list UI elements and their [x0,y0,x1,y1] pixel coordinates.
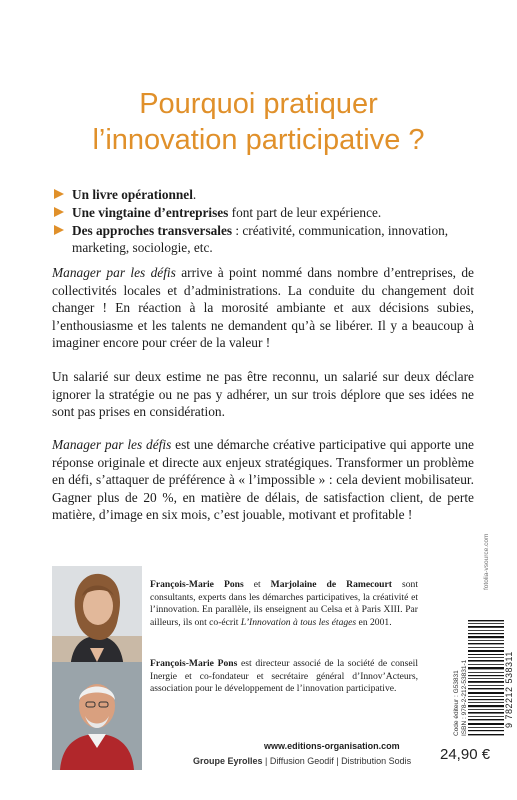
diffusion: Diffusion Geodif [269,756,334,766]
photo-credit: fotolia-vsource.com [483,533,490,590]
author-photo-2 [52,662,142,770]
distribution: Distribution Sodis [341,756,412,766]
publisher-codes [453,660,469,736]
book-reference: L’Innovation à tous les étages [240,617,357,629]
triangle-bullet-icon [54,207,64,217]
book-title-italic: Manager par les défis [52,437,172,452]
title-line-1: Pourquoi pratiquer [139,88,378,120]
isbn: ISBN : 978-2-212-53831-1 [461,659,468,736]
barcode-digits: 9 782212 538311 [504,651,514,728]
price-label: 24,90 € [440,746,491,763]
code-editeur: Code éditeur : G53831 [453,670,460,736]
bio-text-end: en 2001. [356,617,392,629]
author-name: François-Marie Pons [150,658,238,669]
publisher-group: Groupe Eyrolles [193,756,263,766]
cover-title [0,86,517,158]
bio-text: sont consultants, experts dans les démarches participatives, la créativité et l’innovation. En parallèle, ils enseignent au Celsa et à Paris XIII. Par ailleurs, ils ont co-écrit [150,579,418,629]
paragraph-text: arrive à point nommé dans nombre d’entreprises, de collectivités locales et d’administrations. La conduite du changement doit changer ! En réaction à la morosité ambiante et aux décisions subies, l’enthousiasme et les talents ne demandent qu’à se libérer. Il y a beaucoup à imaginer encore pour créer de la valeur ! [52,265,475,351]
barcode-image [468,618,504,738]
paragraph-intro [52,264,474,352]
separator: | [262,756,270,766]
bullet-bold: Une vingtaine d’entreprises [72,205,229,220]
separator: | [333,756,342,766]
bullet-item [52,186,472,203]
bio-connector: et [243,579,271,590]
bullet-text: font part de leur expérience. [228,205,382,220]
publisher-distribution [193,756,411,766]
bullet-text: : créativité, communication, innovation, marketing, sociologie, etc. [72,223,449,255]
book-title-italic: Manager par les défis [52,265,176,280]
author-name: François-Marie Pons [150,579,244,590]
triangle-bullet-icon [54,189,64,199]
author-bio-2 [150,658,418,696]
paragraph-approach [52,436,474,524]
bullet-item [52,204,472,221]
feature-bullets [52,186,472,257]
title-line-2: l’innovation participative ? [92,124,425,156]
bio-text: est directeur associé de la société de conseil Inergie et co-fondateur et secrétaire général d’Innov’Acteurs, association pour le développement de l’innovation participative. [150,658,419,695]
publisher-url: www.editions-organisation.com [264,741,400,751]
bullet-item [52,222,472,256]
author-bio-1 [150,579,418,630]
paragraph-text: est une démarche créative participative qui apporte une réponse originale et directe aux enjeux stratégiques. Transformer un problème en défi, s’attaquer de préférence à « l’impossible » : cela devient mobilisateur. Gagner plus de 20 %, en matière de délais, de satisfaction client, de perte matière, d’image en six mois, c’est jouable, motivant et profitable ! [52,437,474,523]
paragraph-stats: Un salarié sur deux estime ne pas être reconnu, un salarié sur deux déclare ignorer la stratégie ou ne pas y adhérer, un sur trois déplore que ses idées ne sont pas prises en considération. [52,369,474,420]
triangle-bullet-icon [54,225,64,235]
bullet-text: . [192,187,197,202]
author-name: Marjolaine de Ramecourt [270,579,392,590]
bullet-bold: Un livre opérationnel [72,187,193,202]
bullet-bold: Des approches transversales [72,223,233,238]
author-photo-1 [52,566,142,674]
